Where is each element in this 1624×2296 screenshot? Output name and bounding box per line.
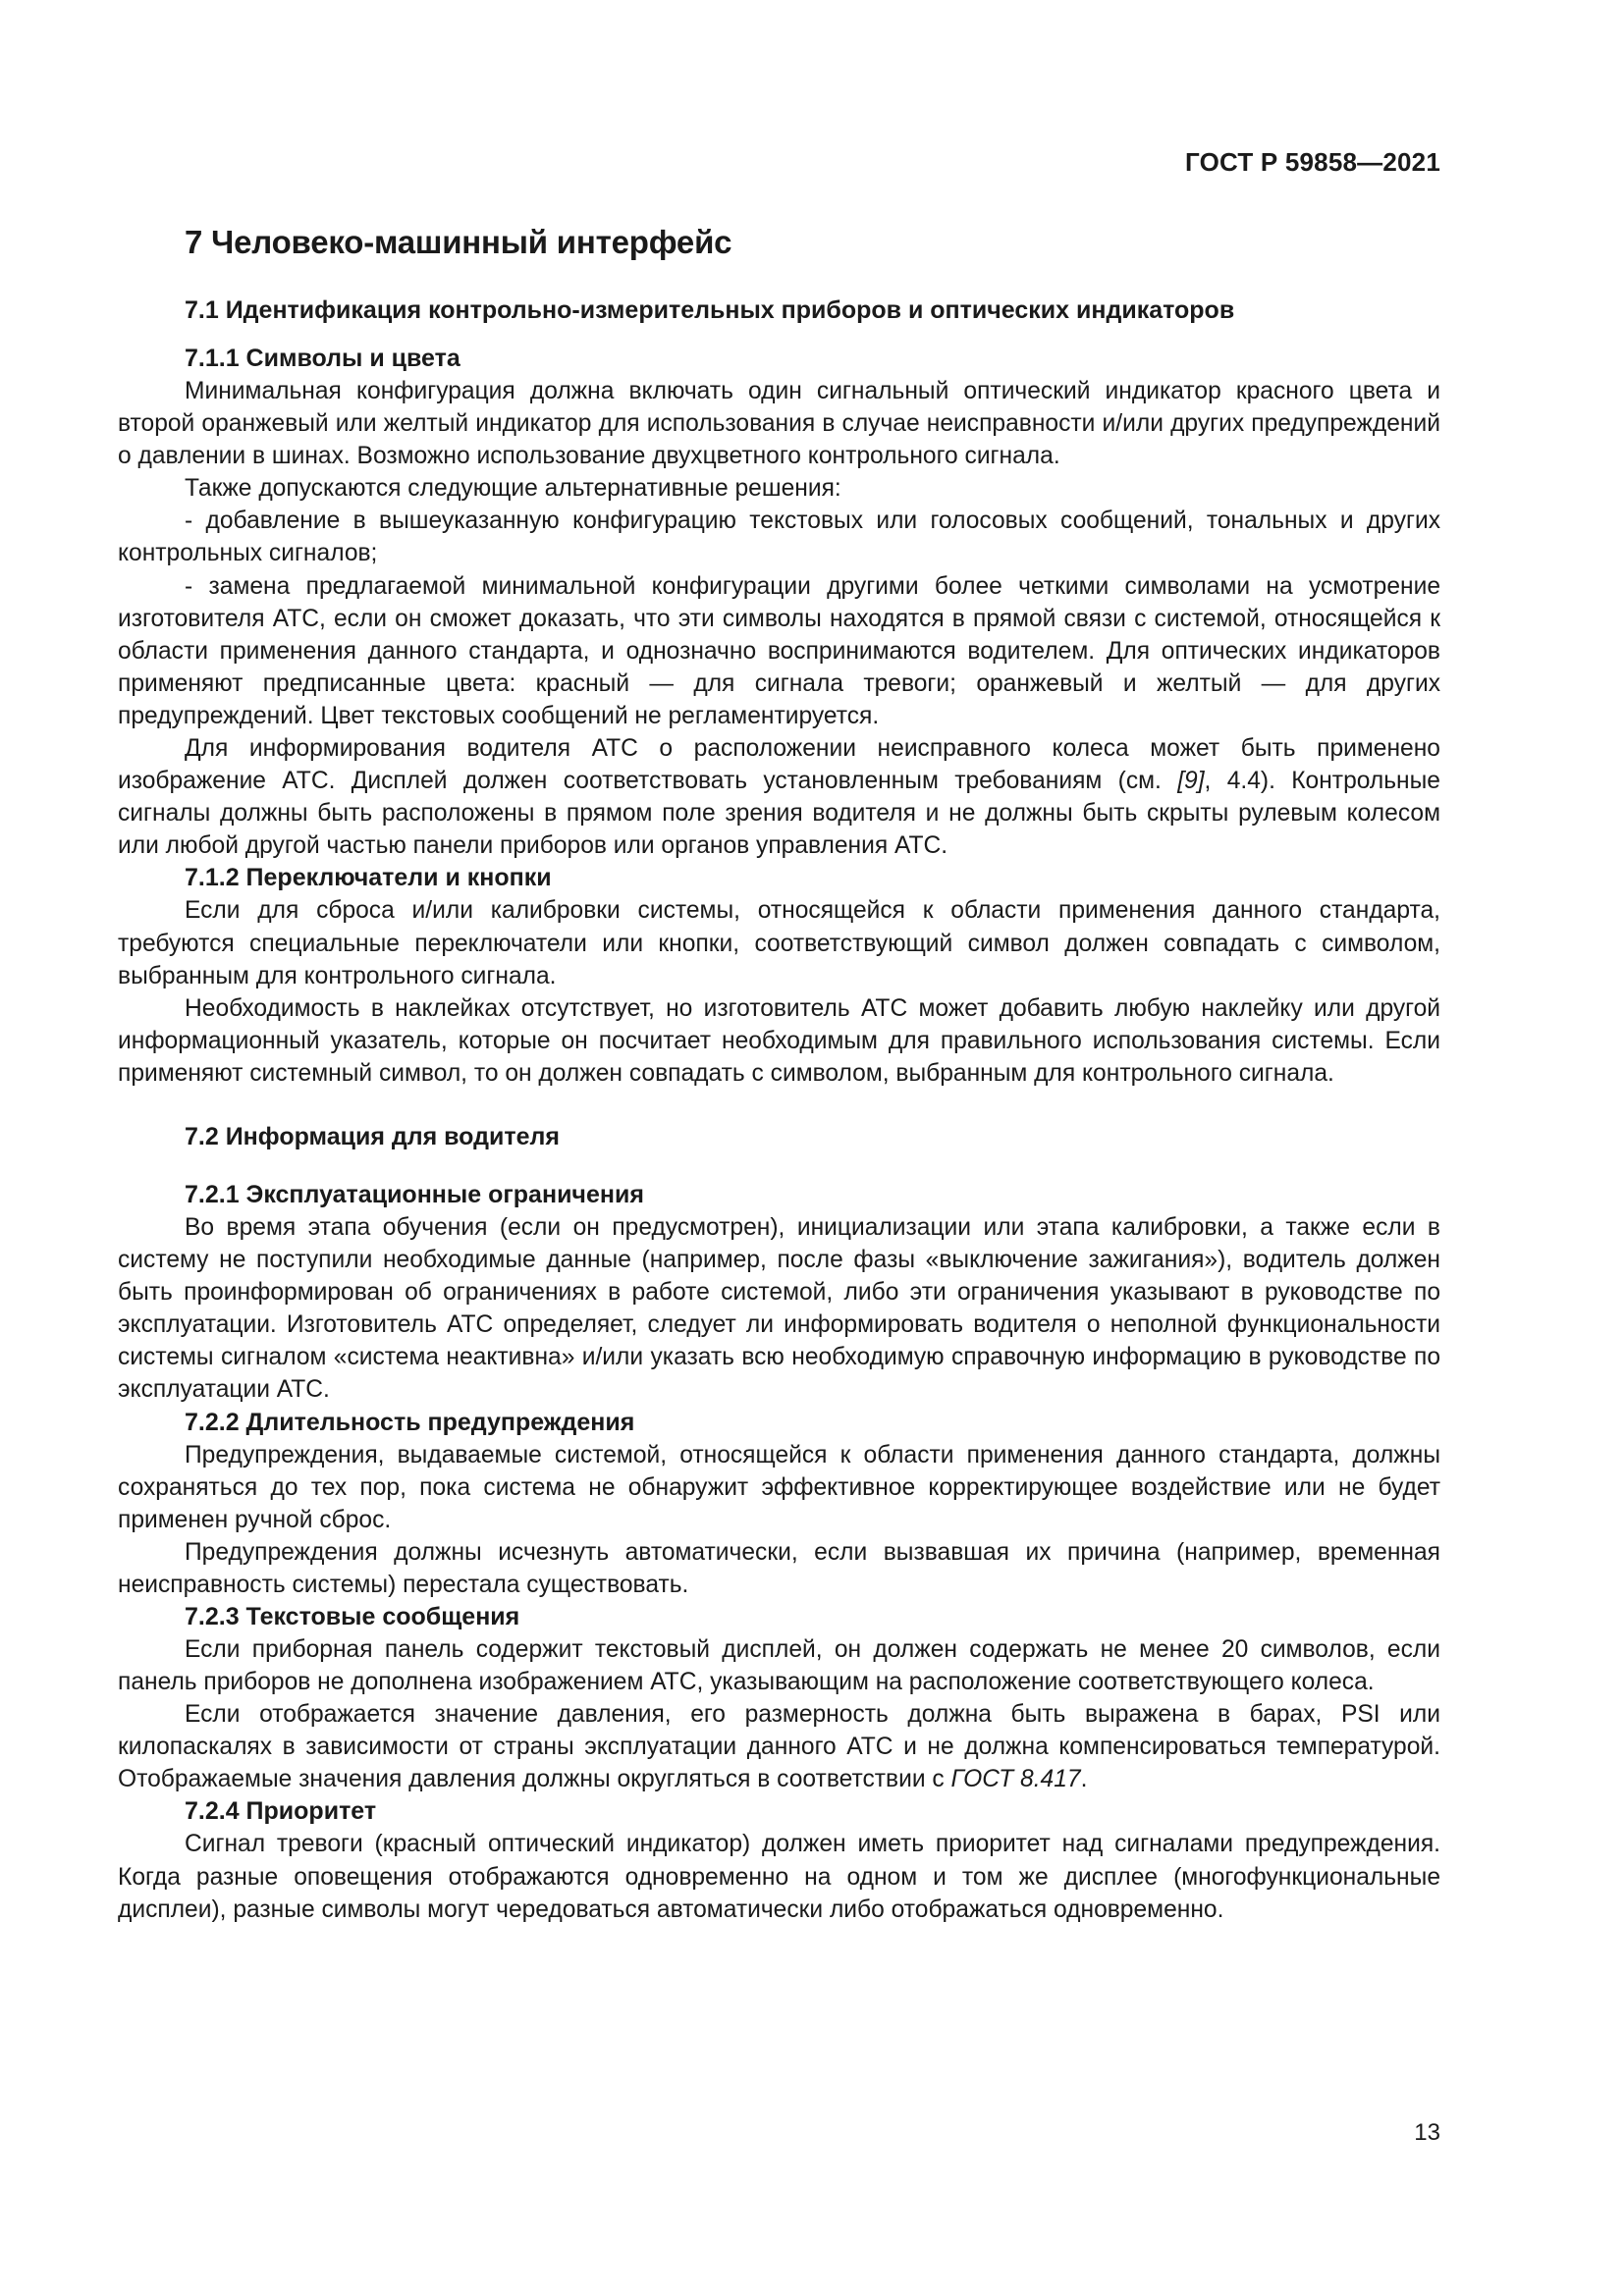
section-7-1-title: 7.1 Идентификация контрольно-измерительных приборов и оптических индикаторов — [185, 296, 1235, 324]
section-7-2-2-title: 7.2.2 Длительность предупреждения — [185, 1408, 635, 1436]
paragraph: Если для сброса и/или калибровки системы, относящейся к области применения данного стандарта, требуются специальные переключатели или кнопки, соответствующий символ должен совпадать с символом, выбранным для контрольного сигнала. — [118, 897, 1440, 989]
paragraph-with-reference — [118, 732, 1440, 862]
bibliography-reference: [9] — [1177, 768, 1205, 795]
paragraph-text: Для информирования водителя АТС о расположении неисправного колеса может быть применено изображение АТС. Дисплей должен соответствовать установленным требованиям (см. — [118, 735, 1440, 795]
paragraph: Предупреждения, выдаваемые системой, относящейся к области применения данного стандарта, должны сохраняться до тех пор, пока система не обнаружит эффективное корректирующее воздействие или не будет применен ручной сброс. — [118, 1441, 1440, 1533]
page-content — [118, 224, 1440, 1926]
section-7-2-4-title: 7.2.4 Приоритет — [185, 1797, 377, 1826]
paragraph: Необходимость в наклейках отсутствует, но изготовитель АТС может добавить любую наклейку или другой информационный указатель, которые он посчитает необходимым для правильного использования системы. Если применяют системный символ, то он должен совпадать с символом, выбранным для контрольного сигнала. — [118, 994, 1440, 1087]
section-7-title: 7 Человеко-машинный интерфейс — [185, 224, 732, 260]
section-7-2-3-title: 7.2.3 Текстовые сообщения — [185, 1603, 520, 1630]
section-7-2-1-title: 7.2.1 Эксплуатационные ограничения — [185, 1180, 644, 1208]
paragraph: Сигнал тревоги (красный оптический индикатор) должен иметь приоритет над сигналами предупреждения. Когда разные оповещения отображаются одновременно на одном и том же дисплее (многофункциональные дисплеи), разные символы могут чередоваться автоматически либо отображаться одновременно. — [118, 1831, 1440, 1923]
paragraph-text: , 4.4). Контрольные сигналы должны быть расположены в прямом поле зрения водителя и не должны быть скрыты рулевым колесом или любой другой частью панели приборов или органов управления АТС. — [118, 768, 1440, 860]
paragraph: Также допускаются следующие альтернативные решения: — [185, 475, 841, 503]
paragraph: Если приборная панель содержит текстовый дисплей, он должен содержать не менее 20 символов, если панель приборов не дополнена изображением АТС, указывающим на расположение соответствующего колеса. — [118, 1636, 1440, 1696]
paragraph: Во время этапа обучения (если он предусмотрен), инициализации или этапа калибровки, а также если в систему не поступили необходимые данные (например, после фазы «выключение зажигания»), водитель должен быть проинформирован об ограничениях в работе системой, либо эти ограничения указывают в руководстве по эксплуатации. Изготовитель АТС определяет, следует ли информировать водителя о неполной функциональности системы сигналом «система неактивна» и/или указать всю необходимую справочную информацию в руководстве по эксплуатации АТС. — [118, 1213, 1440, 1404]
paragraph: Минимальная конфигурация должна включать один сигнальный оптический индикатор красного цвета и второй оранжевый или желтый индикатор для использования в случае неисправности и/или других предупреждений о давлении в шинах. Возможно использование двухцветного контрольного сигнала. — [118, 378, 1440, 470]
page-number: 13 — [1414, 2119, 1440, 2146]
paragraph: - замена предлагаемой минимальной конфигурации другими более четкими символами на усмотрение изготовителя АТС, если он сможет доказать, что эти символы находятся в прямой связи с системой, относящейся к области применения данного стандарта, и однозначно воспринимаются водителем. Для оптических индикаторов применяют предписанные цвета: красный — для сигнала тревоги; оранжевый и желтый — для других предупреждений. Цвет текстовых сообщений не регламентируется. — [118, 572, 1440, 729]
standard-reference: ГОСТ 8.417 — [950, 1766, 1081, 1793]
document-code-header: ГОСТ Р 59858—2021 — [1185, 147, 1440, 177]
paragraph: Предупреждения должны исчезнуть автоматически, если вызвавшая их причина (например, временная неисправность системы) перестала существовать. — [118, 1538, 1440, 1598]
paragraph: - добавление в вышеуказанную конфигурацию текстовых или голосовых сообщений, тональных и других контрольных сигналов; — [118, 507, 1440, 567]
paragraph-text: . — [1080, 1766, 1088, 1793]
paragraph-with-reference — [118, 1698, 1440, 1795]
section-7-1-2-title: 7.1.2 Переключатели и кнопки — [185, 864, 552, 892]
section-7-2-title: 7.2 Информация для водителя — [185, 1122, 560, 1150]
paragraph-text: Если отображается значение давления, его размерность должна быть выражена в барах, PSI или килопаскалях в зависимости от страны эксплуатации данного АТС и не должна компенсироваться температурой. Отображаемые значения давления должны округляться в соответствии с — [118, 1701, 1440, 1793]
section-7-1-1-title: 7.1.1 Символы и цвета — [185, 345, 460, 372]
